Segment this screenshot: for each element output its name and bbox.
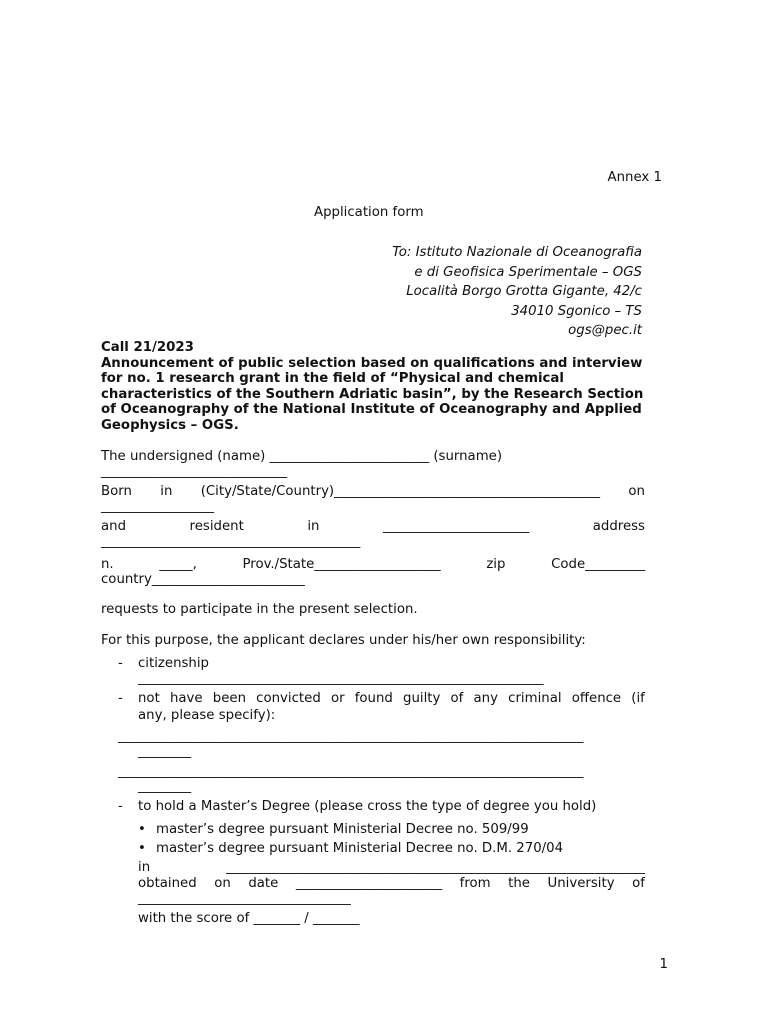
call-text: Announcement of public selection based on qualifications and interview for no. 1 research grant in the field of “Physical and chemical characteristics of the Southern Adriatic basin”, by the Research Section of Oceanography of the National Institute of Oceanography and Applied Geophysics – OGS. [101,355,644,433]
bullet-icon: • [138,841,146,856]
in-label: in [138,860,151,875]
address-line: Località Borgo Grotta Gigante, 42/c [406,284,642,299]
convicted-line-2: any, please specify): [138,708,276,723]
page-number: 1 [659,957,668,972]
date-blank[interactable]: ______________________ [295,876,443,891]
degree-blank[interactable]: _______________________________________________________________ [226,860,645,875]
citizenship-underline[interactable]: _____________________________________________________________ [138,671,544,686]
resident-word: resident [189,519,244,534]
purpose-text: For this purpose, the applicant declares under his/her own responsibility: [101,633,586,648]
requests-text: requests to participate in the present selection. [101,602,418,617]
specify-underline[interactable]: ______________________________________________________________________ [118,764,584,779]
address-line: 34010 Sgonico – TS [511,303,642,319]
resident-word: address [592,519,645,534]
dash-marker: - [118,656,123,671]
born-date-underline[interactable]: _________________ [101,499,215,514]
address-underline[interactable]: _______________________________________ [101,534,361,549]
degree-field[interactable] [138,860,645,875]
citizenship-label: citizenship [138,656,209,671]
resident-word: and [101,519,127,534]
undersigned-underline[interactable]: ____________________________ [101,464,288,479]
dash-marker: - [118,799,123,814]
number-word: n. [101,557,114,572]
born-word: on [628,484,645,499]
degree-option-509[interactable]: master’s degree pursuant Ministerial Decree no. 509/99 [156,822,529,837]
resident-word: in [307,519,320,534]
call-announcement [101,340,646,433]
degree-option-270[interactable]: master’s degree pursuant Ministerial Decree no. D.M. 270/04 [156,841,564,856]
address-line: e di Geofisica Sperimentale – OGS [414,264,642,280]
form-title: Application form [314,205,424,220]
specify-underline[interactable]: ______________________________________________________________________ [118,729,584,744]
born-word: in [160,484,173,499]
zip-code-blank[interactable]: Code_________ [551,557,645,572]
born-field[interactable] [101,484,645,499]
born-place-blank[interactable]: (City/State/Country)________________________________________ [200,484,601,499]
address-line: To: Istituto Nazionale di Oceanografia [392,245,642,260]
resident-blank[interactable]: ______________________ [382,519,530,534]
country-field[interactable]: country_______________________ [101,572,305,587]
address-email: ogs@pec.it [568,323,642,338]
recipient-address [392,243,642,341]
specify-underline-end[interactable]: ________ [138,779,192,794]
resident-field[interactable] [101,519,645,534]
call-number: Call 21/2023 [101,340,194,355]
convicted-line-1: not have been convicted or found guilty of any criminal offence (if [138,691,645,706]
dash-marker: - [118,691,123,706]
born-word: Born [101,484,132,499]
undersigned-field[interactable]: The undersigned (name) ________________________ (surname) [101,449,503,464]
obtained-field[interactable]: obtained on date ______________________ from the University of [138,876,645,891]
annex-label: Annex 1 [607,170,662,185]
score-field[interactable]: with the score of _______ / _______ [138,911,360,926]
number-word: zip [486,557,506,572]
bullet-icon: • [138,822,146,837]
prov-state-blank[interactable]: Prov./State___________________ [242,557,441,572]
specify-underline-end[interactable]: ________ [138,744,192,759]
university-underline[interactable]: ________________________________ [138,891,351,906]
number-blank[interactable]: _____, [159,557,197,572]
number-field[interactable] [101,557,645,572]
masters-label: to hold a Master’s Degree (please cross the type of degree you hold) [138,799,597,814]
